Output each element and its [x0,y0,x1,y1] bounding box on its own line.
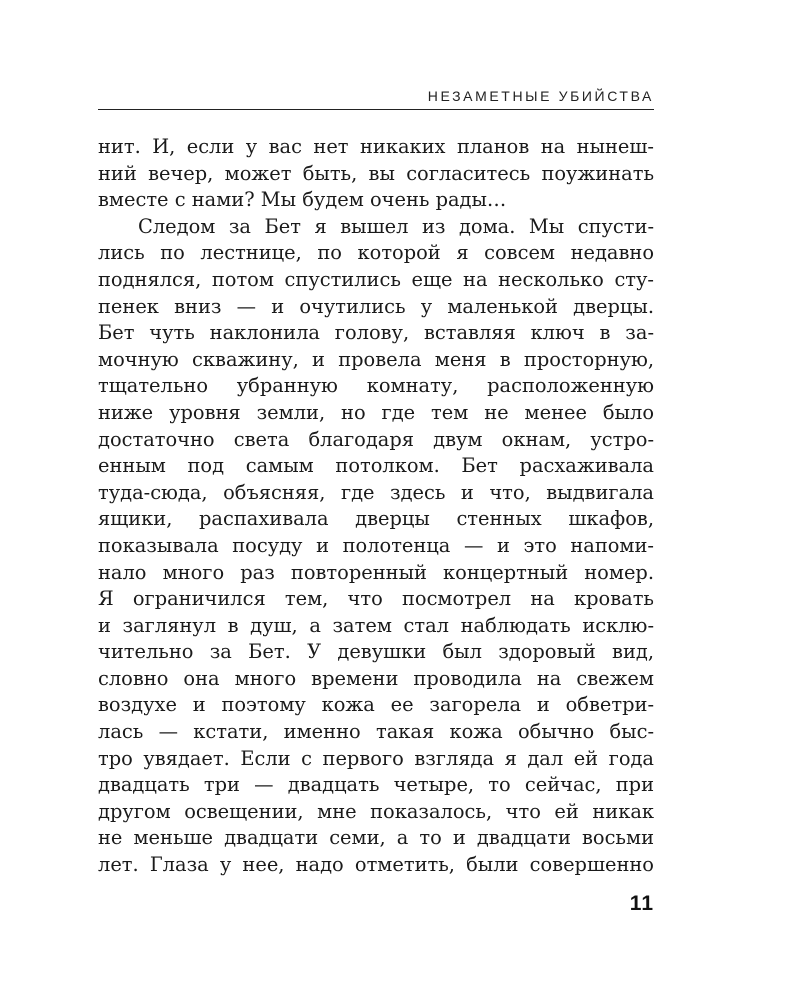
text-line: вместе с нами? Мы будем очень рады… [98,188,507,212]
text-line: воздухе и поэтому кожа ее загорела и обветри- [98,693,654,717]
text-line: туда-сюда, объясняя, где здесь и что, выдвигала [98,480,654,504]
header-rule [98,109,654,110]
text-line: Я ограничился тем, что посмотрел на кровать [98,587,654,611]
text-line: чительно за Бет. У девушки был здоровый вид, [98,640,654,664]
text-line: пенек вниз — и очутились у маленькой дверцы. [98,294,654,318]
text-line: Следом за Бет я вышел из дома. Мы спусти- [138,214,654,238]
text-line: ящики, распахивала дверцы стенных шкафов, [98,507,654,531]
text-line: лет. Глаза у нее, надо отметить, были совершенно [98,853,654,877]
text-line: лись по лестнице, по которой я совсем недавно [98,241,654,265]
text-line: двадцать три — двадцать четыре, то сейчас, при [98,773,654,797]
text-line: достаточно света благодаря двум окнам, устро- [98,427,654,451]
text-line: ниже уровня земли, но где тем не менее было [98,400,654,424]
text-line: лась — кстати, именно такая кожа обычно быс- [98,720,654,744]
text-line: и заглянул в душ, а затем стал наблюдать исклю- [98,613,654,637]
text-line: не меньше двадцати семи, а то и двадцати восьми [98,826,654,850]
text-line: мочную скважину, и провела меня в просторную, [98,347,654,371]
text-line: енным под самым потолком. Бет расхаживала [98,454,654,478]
text-line: тщательно убранную комнату, расположенную [98,374,654,398]
text-line: нало много раз повторенный концертный номер. [98,560,654,584]
text-line: другом освещении, мне показалось, что ей никак [98,799,654,823]
text-line: ний вечер, может быть, вы согласитесь поужинать [98,161,654,185]
text-line: нит. И, если у вас нет никаких планов на нынеш- [98,135,654,158]
running-header-title: НЕЗАМЕТНЫЕ УБИЙСТВА [427,88,654,104]
text-line: словно она много времени проводила на свежем [98,666,654,690]
text-line: тро увядает. Если с первого взгляда я дал ей года [98,746,654,770]
page-number: 11 [629,892,654,915]
text-line: показывала посуду и полотенца — и это напоми- [98,533,654,557]
body-text [98,134,654,879]
text-line: поднялся, потом спустились еще на несколько сту- [98,267,654,291]
text-line: Бет чуть наклонила голову, вставляя ключ в за- [98,321,654,345]
